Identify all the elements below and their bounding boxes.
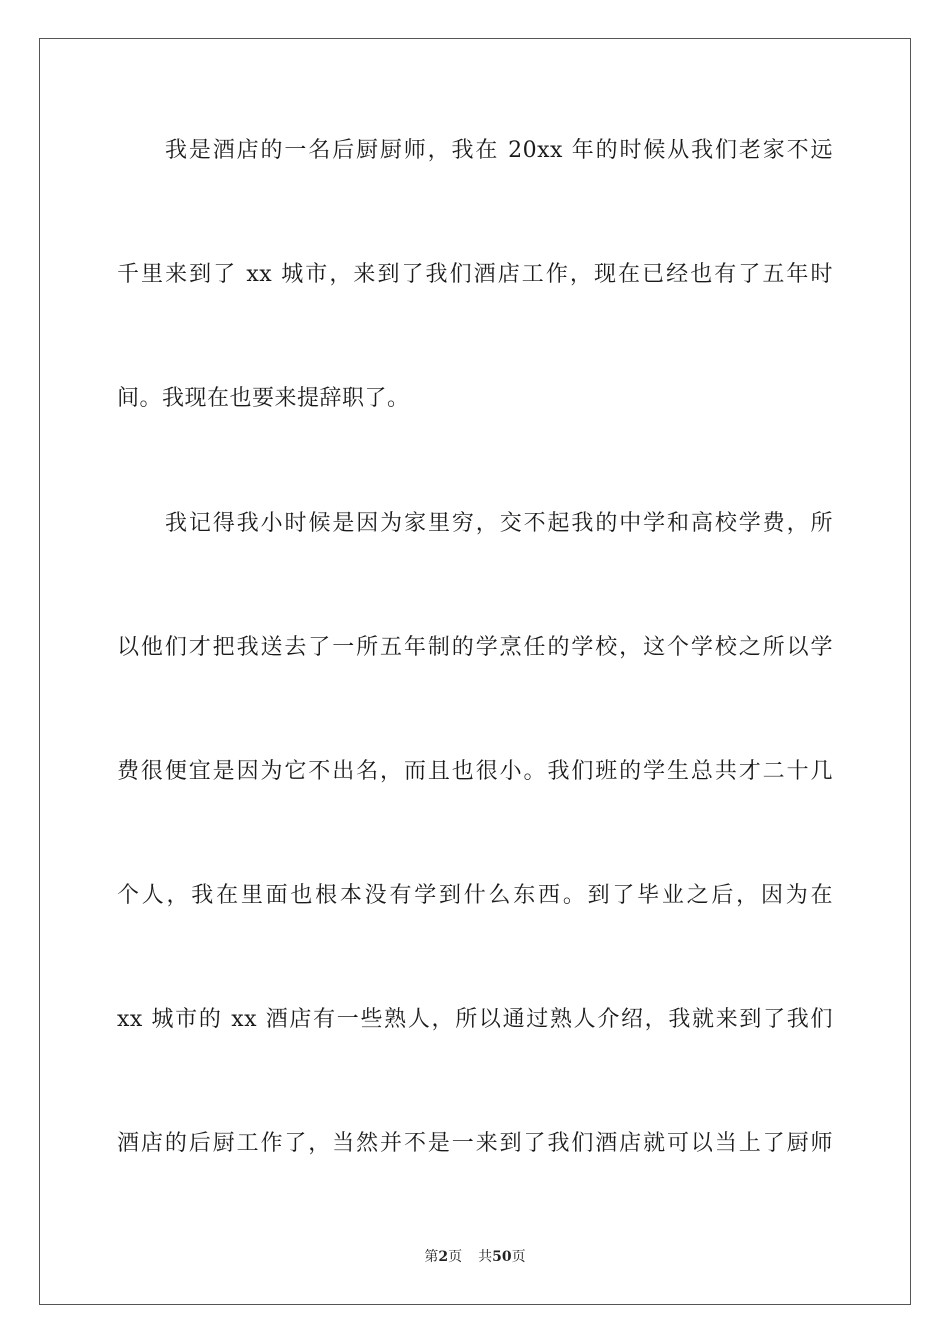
paragraph-1-line-3: 间。我现在也要来提辞职了。 [117, 386, 410, 411]
page-footer [0, 1247, 950, 1267]
paragraph-2-line-4: 个人，我在里面也根本没有学到什么东西。到了毕业之后，因为在 [117, 883, 833, 908]
footer-page-suffix: 页 [448, 1249, 463, 1265]
page-border [39, 38, 911, 1305]
footer-total-prefix: 共 [478, 1249, 493, 1265]
footer-total-pages: 50 [492, 1249, 512, 1265]
paragraph-1-line-1: 我是酒店的一名后厨厨师，我在 20xx 年的时候从我们老家不远 [165, 138, 833, 163]
footer-page-number: 2 [438, 1249, 449, 1265]
footer-total-suffix: 页 [511, 1249, 526, 1265]
paragraph-2-line-6: 酒店的后厨工作了，当然并不是一来到了我们酒店就可以当上了厨师 [117, 1131, 833, 1156]
paragraph-1-line-2: 千里来到了 xx 城市，来到了我们酒店工作，现在已经也有了五年时 [117, 262, 833, 287]
paragraph-2-line-3: 费很便宜是因为它不出名，而且也很小。我们班的学生总共才二十几 [117, 759, 833, 784]
paragraph-2-line-1: 我记得我小时候是因为家里穷，交不起我的中学和高校学费，所 [165, 511, 833, 536]
footer-page-prefix: 第 [424, 1249, 439, 1265]
paragraph-2-line-5: xx 城市的 xx 酒店有一些熟人，所以通过熟人介绍，我就来到了我们 [117, 1007, 833, 1032]
paragraph-2-line-2: 以他们才把我送去了一所五年制的学烹任的学校，这个学校之所以学 [117, 635, 833, 660]
